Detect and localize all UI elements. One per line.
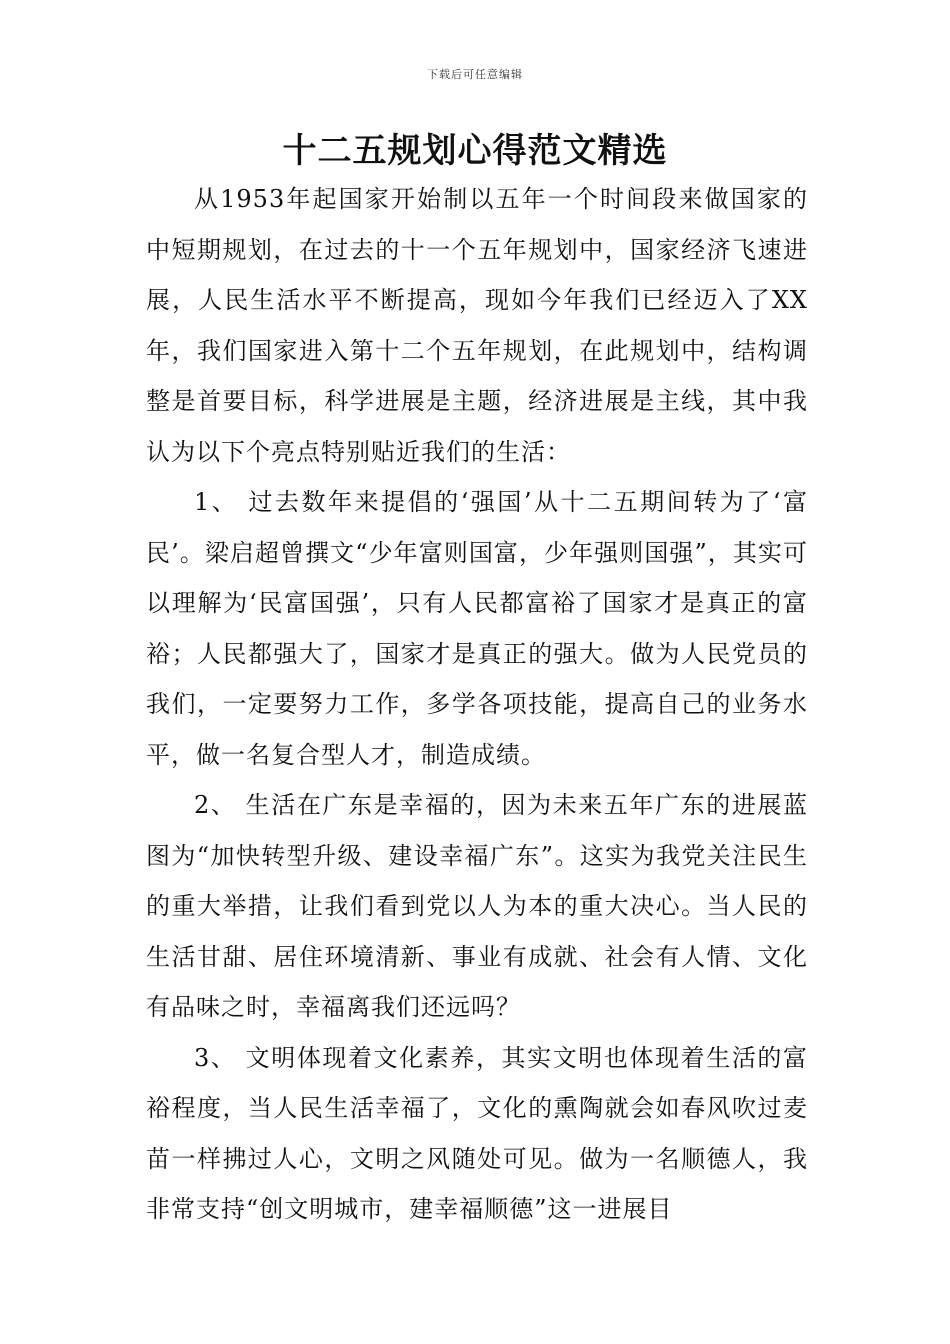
document-title: 十二五规划心得范文精选 (282, 131, 668, 171)
paragraph-intro: 从1953年起国家开始制以五年一个时间段来做国家的中短期规划，在过去的十一个五年规划中，国家经济飞速进展，人民生活水平不断提高，现如今年我们已经迈入了XX年，我们国家进入第十二个五年规划，在此规划中，结构调整是首要目标，科学进展是主题，经济进展是主线，其中我认为以下个亮点特别贴近我们的生活： (146, 185, 808, 466)
header-note: 下载后可任意编辑 (427, 68, 523, 81)
paragraph-point-1: 1、 过去数年来提倡的‘强国’从十二五期间转为了‘富民’。梁启超曾撰文“少年富则国富，少年强则国强”，其实可以理解为‘民富国强’，只有人民都富裕了国家才是真正的富裕；人民都强大了，国家才是真正的强大。做为人民党员的我们，一定要努力工作，多学各项技能，提高自己的业务水平，做一名复合型人才，制造成绩。 (146, 488, 808, 769)
paragraph-point-3: 3、 文明体现着文化素养，其实文明也体现着生活的富裕程度，当人民生活幸福了，文化的熏陶就会如春风吹过麦苗一样拂过人心，文明之风随处可见。做为一名顺德人，我非常支持“创文明城市，建幸福顺德”这一进展目 (146, 1043, 808, 1223)
document-body (146, 174, 808, 1235)
paragraph-point-2: 2、 生活在广东是幸福的，因为未来五年广东的进展蓝图为“加快转型升级、建设幸福广东”。这实为我党关注民生的重大举措，让我们看到党以人为本的重大决心。当人民的生活甘甜、居住环境清新、事业有成就、社会有人情、文化有品味之时，幸福离我们还远吗？ (146, 791, 808, 1021)
